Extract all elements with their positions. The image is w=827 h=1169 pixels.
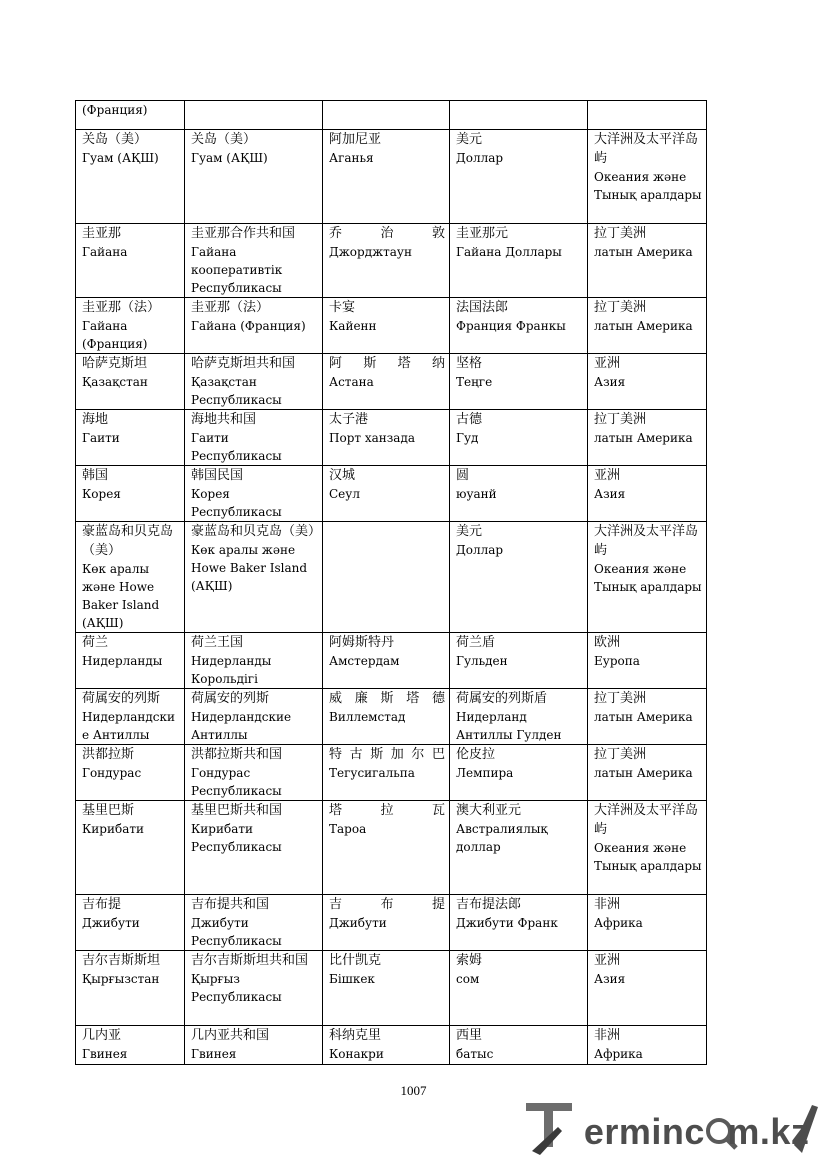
cell-chinese-text: 圭亚那元: [456, 226, 509, 241]
cell-kazakh-text: Гайана кооперативтік Республикасы: [191, 245, 283, 295]
table-row: [76, 101, 707, 130]
cell-kazakh-text: Гайана: [82, 245, 128, 259]
cell-kazakh-text: Джибути Франк: [456, 916, 558, 930]
cell-chinese-text: 阿 斯 塔 纳: [329, 356, 445, 371]
table-cell: [450, 1026, 588, 1065]
cell-chinese-text: 拉丁美洲: [594, 300, 647, 315]
country-table: [75, 100, 707, 1065]
table-cell: [588, 224, 707, 298]
table-cell: [185, 689, 323, 745]
cell-kazakh-text: Еуропа: [594, 654, 640, 668]
cell-chinese-text: 几内亚共和国: [191, 1028, 270, 1043]
cell-kazakh-text: Нидерландские Антиллы: [82, 710, 176, 742]
cell-chinese-text: 拉丁美洲: [594, 412, 647, 427]
table-cell: [323, 801, 450, 895]
cell-chinese-text: 特 古 斯 加 尔 巴: [329, 747, 445, 762]
cell-kazakh-text: Океания және Тынық аралдары: [594, 562, 702, 594]
cell-kazakh-text: Кирибати: [82, 822, 144, 836]
cell-chinese-text: 韩国: [82, 468, 109, 483]
cell-chinese-text: 亚洲: [594, 356, 621, 371]
table-cell: [588, 1026, 707, 1065]
cell-chinese-text: 拉丁美洲: [594, 747, 647, 762]
cell-chinese-text: 美元: [456, 524, 483, 539]
table-cell: [450, 895, 588, 951]
cell-kazakh-text: Гайана (Франция): [82, 319, 148, 351]
cell-kazakh-text: Астана: [329, 375, 374, 389]
table-cell: [185, 633, 323, 689]
cell-kazakh-text: Нидерландские Антиллы: [191, 710, 292, 742]
table-cell: [450, 298, 588, 354]
table-row: [76, 298, 707, 354]
table-cell: [588, 101, 707, 130]
table-cell: [450, 354, 588, 410]
cell-kazakh-text: Джибути: [82, 916, 140, 930]
table-row: [76, 951, 707, 1026]
cell-kazakh-text: Теңге: [456, 375, 493, 389]
cell-chinese-text: 豪蓝岛和贝克岛（美）: [191, 524, 322, 539]
table-cell: [185, 224, 323, 298]
cell-kazakh-text: Корея Республикасы: [191, 487, 282, 519]
cell-kazakh-text: Нидерланды: [82, 654, 163, 668]
cell-chinese-text: 关岛（美）: [191, 132, 257, 147]
table-row: [76, 689, 707, 745]
table-cell: [450, 633, 588, 689]
cell-kazakh-text: Сеул: [329, 487, 360, 501]
cell-kazakh-text: Порт ханзада: [329, 431, 415, 445]
table-cell: [76, 298, 185, 354]
table-cell: [76, 745, 185, 801]
cell-chinese-text: 比什凯克: [329, 953, 382, 968]
cell-chinese-text: 吉布提法郎: [456, 897, 522, 912]
table-body: [76, 101, 707, 1065]
table-cell: [323, 354, 450, 410]
cell-kazakh-text: Гульден: [456, 654, 508, 668]
cell-chinese-text: 伦皮拉: [456, 747, 496, 762]
table-cell: [323, 298, 450, 354]
table-cell: [323, 633, 450, 689]
table-cell: [76, 466, 185, 522]
cell-kazakh-text: Гвинея: [191, 1047, 237, 1061]
cell-chinese-text: 吉尔吉斯斯坦共和国: [191, 953, 309, 968]
cell-chinese-text: 拉丁美洲: [594, 691, 647, 706]
table-row: [76, 801, 707, 895]
table-cell: [76, 354, 185, 410]
table-cell: [76, 633, 185, 689]
cell-chinese-text: 吉布提共和国: [191, 897, 270, 912]
cell-chinese-text: 关岛（美）: [82, 132, 148, 147]
cell-chinese-text: 科纳克里: [329, 1028, 382, 1043]
cell-chinese-text: 基里巴斯: [82, 803, 135, 818]
cell-chinese-text: 大洋洲及太平洋岛屿: [594, 524, 699, 558]
cell-kazakh-text: латын Америка: [594, 431, 693, 445]
cell-chinese-text: 荷兰: [82, 635, 109, 650]
table-cell: [588, 130, 707, 224]
cell-kazakh-text: Гуд: [456, 431, 479, 445]
cell-chinese-text: 阿姆斯特丹: [329, 635, 395, 650]
cell-chinese-text: 洪都拉斯: [82, 747, 135, 762]
cell-kazakh-text: Азия: [594, 487, 626, 501]
cell-chinese-text: 圭亚那（法）: [82, 300, 161, 315]
table-cell: [588, 354, 707, 410]
cell-kazakh-text: Нидерланд Антиллы Гулден: [456, 710, 562, 742]
cell-chinese-text: 非洲: [594, 1028, 621, 1043]
table-cell: [185, 298, 323, 354]
cell-kazakh-text: батыс: [456, 1047, 494, 1061]
logo-text: erminc m.kz: [583, 1111, 810, 1152]
cell-chinese-text: 豪蓝岛和贝克岛（美）: [82, 524, 174, 558]
cell-chinese-text: 圭亚那（法）: [191, 300, 270, 315]
table-cell: [185, 951, 323, 1026]
cell-chinese-text: 韩国民国: [191, 468, 244, 483]
cell-chinese-text: 海地共和国: [191, 412, 257, 427]
cell-chinese-text: 大洋洲及太平洋岛屿: [594, 803, 699, 837]
table-cell: [185, 466, 323, 522]
table-cell: [588, 522, 707, 633]
cell-chinese-text: 基里巴斯共和国: [191, 803, 283, 818]
cell-chinese-text: 欧洲: [594, 635, 621, 650]
table-cell: [450, 466, 588, 522]
cell-chinese-text: 哈萨克斯坦共和国: [191, 356, 296, 371]
table-cell: [450, 224, 588, 298]
cell-kazakh-text: латын Америка: [594, 766, 693, 780]
cell-chinese-text: 阿加尼亚: [329, 132, 382, 147]
table-cell: [450, 801, 588, 895]
cell-kazakh-text: юуанй: [456, 487, 497, 501]
cell-chinese-text: 亚洲: [594, 953, 621, 968]
cell-kazakh-text: Океания және Тынық аралдары: [594, 841, 702, 873]
cell-chinese-text: 吉 布 提: [329, 897, 445, 912]
table-cell: [185, 354, 323, 410]
table-row: [76, 522, 707, 633]
cell-kazakh-text: Кирибати Республикасы: [191, 822, 282, 854]
cell-kazakh-text: Тароа: [329, 822, 367, 836]
cell-kazakh-text: Гуам (АҚШ): [82, 151, 159, 165]
table-cell: [185, 410, 323, 466]
table-cell: [588, 689, 707, 745]
cell-chinese-text: 威 廉 斯 塔 德: [329, 691, 445, 706]
cell-chinese-text: 荷兰盾: [456, 635, 496, 650]
cell-chinese-text: 哈萨克斯坦: [82, 356, 148, 371]
table-cell: [76, 101, 185, 130]
table-cell: [76, 224, 185, 298]
table-cell: [323, 410, 450, 466]
cell-chinese-text: 圆: [456, 468, 470, 483]
table-cell: [323, 101, 450, 130]
cell-kazakh-text: Гондурас: [82, 766, 142, 780]
cell-kazakh-text: Амстердам: [329, 654, 400, 668]
cell-kazakh-text: Африка: [594, 1047, 643, 1061]
table-cell: [76, 522, 185, 633]
cell-chinese-text: 乔 治 敦: [329, 226, 445, 241]
cell-kazakh-text: Қырғызстан: [82, 972, 160, 986]
table-cell: [323, 1026, 450, 1065]
cell-chinese-text: 卡宴: [329, 300, 356, 315]
cell-chinese-text: 荷兰王国: [191, 635, 244, 650]
cell-chinese-text: 亚洲: [594, 468, 621, 483]
cell-kazakh-text: латын Америка: [594, 319, 693, 333]
cell-kazakh-text: Виллемстад: [329, 710, 406, 724]
table-cell: [588, 298, 707, 354]
table-cell: [323, 951, 450, 1026]
cell-kazakh-text: Нидерланды Корольдігі: [191, 654, 272, 686]
table-row: [76, 410, 707, 466]
cell-chinese-text: 大洋洲及太平洋岛屿: [594, 132, 699, 166]
cell-chinese-text: 圭亚那合作共和国: [191, 226, 296, 241]
cell-kazakh-text: латын Америка: [594, 710, 693, 724]
cell-kazakh-text: Азия: [594, 375, 626, 389]
table-cell: [76, 895, 185, 951]
table-row: [76, 130, 707, 224]
cell-kazakh-text: латын Америка: [594, 245, 693, 259]
cell-chinese-text: 荷属安的列斯: [82, 691, 161, 706]
table-cell: [323, 895, 450, 951]
table-row: [76, 1026, 707, 1065]
table-cell: [76, 951, 185, 1026]
table-cell: [588, 951, 707, 1026]
cell-kazakh-text: Австралиялық доллар: [456, 822, 548, 854]
cell-chinese-text: 非洲: [594, 897, 621, 912]
cell-chinese-text: 海地: [82, 412, 109, 427]
table-cell: [185, 745, 323, 801]
table-cell: [185, 801, 323, 895]
table-row: [76, 224, 707, 298]
cell-chinese-text: 美元: [456, 132, 483, 147]
cell-kazakh-text: Қазақстан Республикасы: [191, 375, 282, 407]
cell-kazakh-text: Гайана (Франция): [191, 319, 306, 333]
table-cell: [450, 410, 588, 466]
cell-kazakh-text: Гаити: [82, 431, 120, 445]
cell-chinese-text: 洪都拉斯共和国: [191, 747, 283, 762]
table-cell: [323, 130, 450, 224]
cell-kazakh-text: Гаити Республикасы: [191, 431, 282, 463]
cell-chinese-text: 荷属安的列斯: [191, 691, 270, 706]
cell-kazakh-text: Аганья: [329, 151, 374, 165]
cell-chinese-text: 汉城: [329, 468, 356, 483]
table-cell: [185, 522, 323, 633]
cell-kazakh-text: Доллар: [456, 543, 504, 557]
table-cell: [76, 801, 185, 895]
cell-kazakh-text: Көк аралы және Howe Baker Island (АҚШ): [191, 543, 308, 593]
cell-chinese-text: 太子港: [329, 412, 369, 427]
table-cell: [185, 895, 323, 951]
cell-kazakh-text: Көк аралы және Howe Baker Island (АҚШ): [82, 562, 160, 630]
table-cell: [323, 224, 450, 298]
table-cell: [323, 466, 450, 522]
cell-chinese-text: 吉布提: [82, 897, 122, 912]
cell-kazakh-text: Доллар: [456, 151, 504, 165]
cell-kazakh-text: Океания және Тынық аралдары: [594, 170, 702, 202]
table-cell: [588, 633, 707, 689]
cell-chinese-text: 西里: [456, 1028, 483, 1043]
table-cell: [588, 410, 707, 466]
table-cell: [185, 101, 323, 130]
table-cell: [76, 689, 185, 745]
table-cell: [323, 689, 450, 745]
table-cell: [588, 745, 707, 801]
table-cell: [185, 1026, 323, 1065]
cell-kazakh-text: Гайана Доллары: [456, 245, 562, 259]
table-cell: [450, 745, 588, 801]
cell-kazakh-text: Корея: [82, 487, 121, 501]
table-cell: [450, 101, 588, 130]
cell-chinese-text: 法国法郎: [456, 300, 509, 315]
table-row: [76, 633, 707, 689]
cell-chinese-text: 澳大利亚元: [456, 803, 522, 818]
cell-chinese-text: 拉丁美洲: [594, 226, 647, 241]
cell-chinese-text: 荷属安的列斯盾: [456, 691, 548, 706]
cell-chinese-text: 圭亚那: [82, 226, 122, 241]
cell-kazakh-text: Франция Франкы: [456, 319, 566, 333]
table-cell: [588, 801, 707, 895]
cell-kazakh-text: Кайенн: [329, 319, 377, 333]
table-cell: [450, 689, 588, 745]
cell-kazakh-text: Тегусигальпа: [329, 766, 415, 780]
cell-kazakh-text: Гуам (АҚШ): [191, 151, 268, 165]
table-cell: [76, 130, 185, 224]
cell-kazakh-text: сом: [456, 972, 480, 986]
cell-chinese-text: 吉尔吉斯斯坦: [82, 953, 161, 968]
page-number: 1007: [400, 1083, 427, 1098]
cell-kazakh-text: Джибути Республикасы: [191, 916, 282, 948]
cell-kazakh-text: Джорджтаун: [329, 245, 412, 259]
cell-chinese-text: (Франция): [82, 103, 148, 117]
cell-chinese-text: 几内亚: [82, 1028, 122, 1043]
cell-chinese-text: 索姆: [456, 953, 483, 968]
table-cell: [323, 522, 450, 633]
table-cell: [450, 951, 588, 1026]
cell-kazakh-text: Қырғыз Республикасы: [191, 972, 282, 1004]
cell-chinese-text: 塔 拉 瓦: [329, 803, 445, 818]
cell-kazakh-text: Гондурас Республикасы: [191, 766, 282, 798]
cell-kazakh-text: Джибути: [329, 916, 387, 930]
table-cell: [76, 1026, 185, 1065]
table-cell: [588, 466, 707, 522]
cell-kazakh-text: Конакри: [329, 1047, 384, 1061]
cell-kazakh-text: Лемпира: [456, 766, 514, 780]
table-row: [76, 354, 707, 410]
table-cell: [450, 130, 588, 224]
cell-kazakh-text: Африка: [594, 916, 643, 930]
table-row: [76, 745, 707, 801]
cell-kazakh-text: Қазақстан: [82, 375, 148, 389]
table-cell: [185, 130, 323, 224]
cell-chinese-text: 古德: [456, 412, 483, 427]
cell-kazakh-text: Бішкек: [329, 972, 375, 986]
cell-kazakh-text: Гвинея: [82, 1047, 128, 1061]
table-row: [76, 895, 707, 951]
table-cell: [450, 522, 588, 633]
cell-kazakh-text: Азия: [594, 972, 626, 986]
termincom-logo: [522, 1097, 822, 1159]
table-cell: [323, 745, 450, 801]
table-cell: [76, 410, 185, 466]
table-cell: [588, 895, 707, 951]
table-row: [76, 466, 707, 522]
cell-chinese-text: 坚格: [456, 356, 483, 371]
